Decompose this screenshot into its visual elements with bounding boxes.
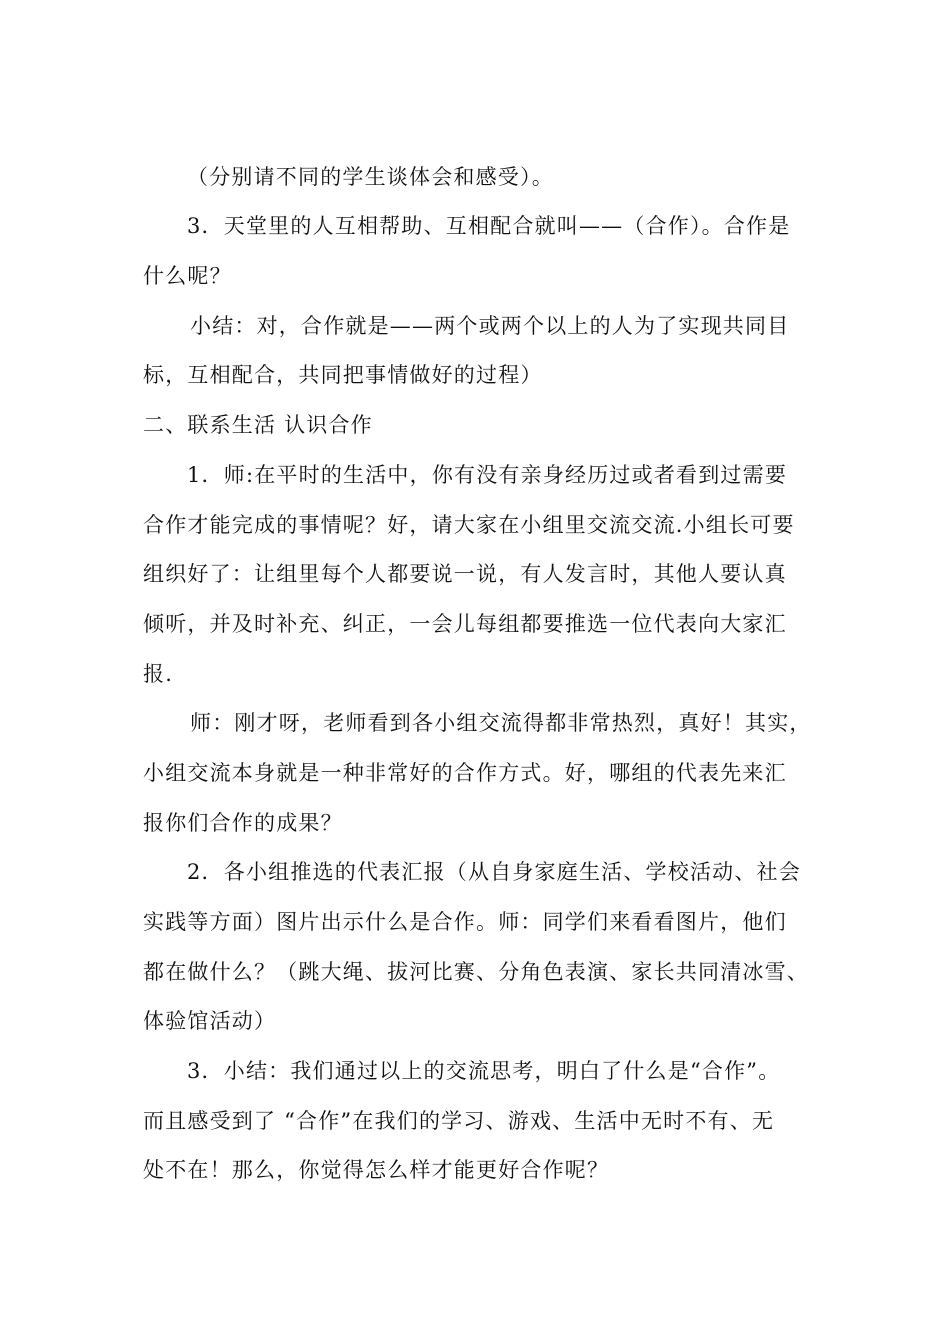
paragraph-line: 报你们合作的成果？	[143, 811, 343, 835]
paragraph-line: 体验馆活动）	[143, 1009, 277, 1033]
paragraph-line: 都在做什么？（跳大绳、拔河比赛、分角色表演、家长共同清冰雪、	[143, 960, 809, 984]
paragraph-line: 3．小结：我们通过以上的交流思考，明白了什么是“合作”。	[187, 1059, 781, 1083]
paragraph-line: 3．天堂里的人互相帮助、互相配合就叫——（合作）。合作是	[187, 214, 791, 238]
paragraph-line: 小结：对，合作就是——两个或两个以上的人为了实现共同目	[190, 314, 790, 338]
paragraph-line: 师：刚才呀，老师看到各小组交流得都非常热烈，真好！其实，	[190, 711, 812, 735]
paragraph-line: 什么呢？	[143, 264, 232, 288]
paragraph-line: 报.	[143, 662, 174, 686]
paragraph-line: 处不在！那么，你觉得怎么样才能更好合作呢？	[143, 1158, 610, 1182]
paragraph-line: 1．师:在平时的生活中，你有没有亲身经历过或者看到过需要	[187, 463, 788, 487]
paragraph-line: 小组交流本身就是一种非常好的合作方式。好，哪组的代表先来汇	[143, 761, 787, 785]
paragraph-line: 标，互相配合，共同把事情做好的过程）	[143, 363, 543, 387]
paragraph-line: 合作才能完成的事情呢？好，请大家在小组里交流交流.小组长可要	[143, 513, 795, 537]
paragraph-line: 倾听，并及时补充、纠正，一会儿每组都要推选一位代表向大家汇	[143, 612, 787, 636]
paragraph-line: 实践等方面）图片出示什么是合作。师：同学们来看看图片，他们	[143, 910, 787, 934]
paragraph-line: 2．各小组推选的代表汇报（从自身家庭生活、学校活动、社会	[187, 860, 801, 884]
paragraph-line: 组织好了：让组里每个人都要说一说，有人发言时，其他人要认真	[143, 562, 787, 586]
paragraph-line: 而且感受到了 “合作”在我们的学习、游戏、生活中无时不有、无	[143, 1109, 775, 1133]
section-heading: 二、联系生活 认识合作	[143, 413, 373, 437]
paragraph-line: （分别请不同的学生谈体会和感受）。	[187, 165, 554, 189]
